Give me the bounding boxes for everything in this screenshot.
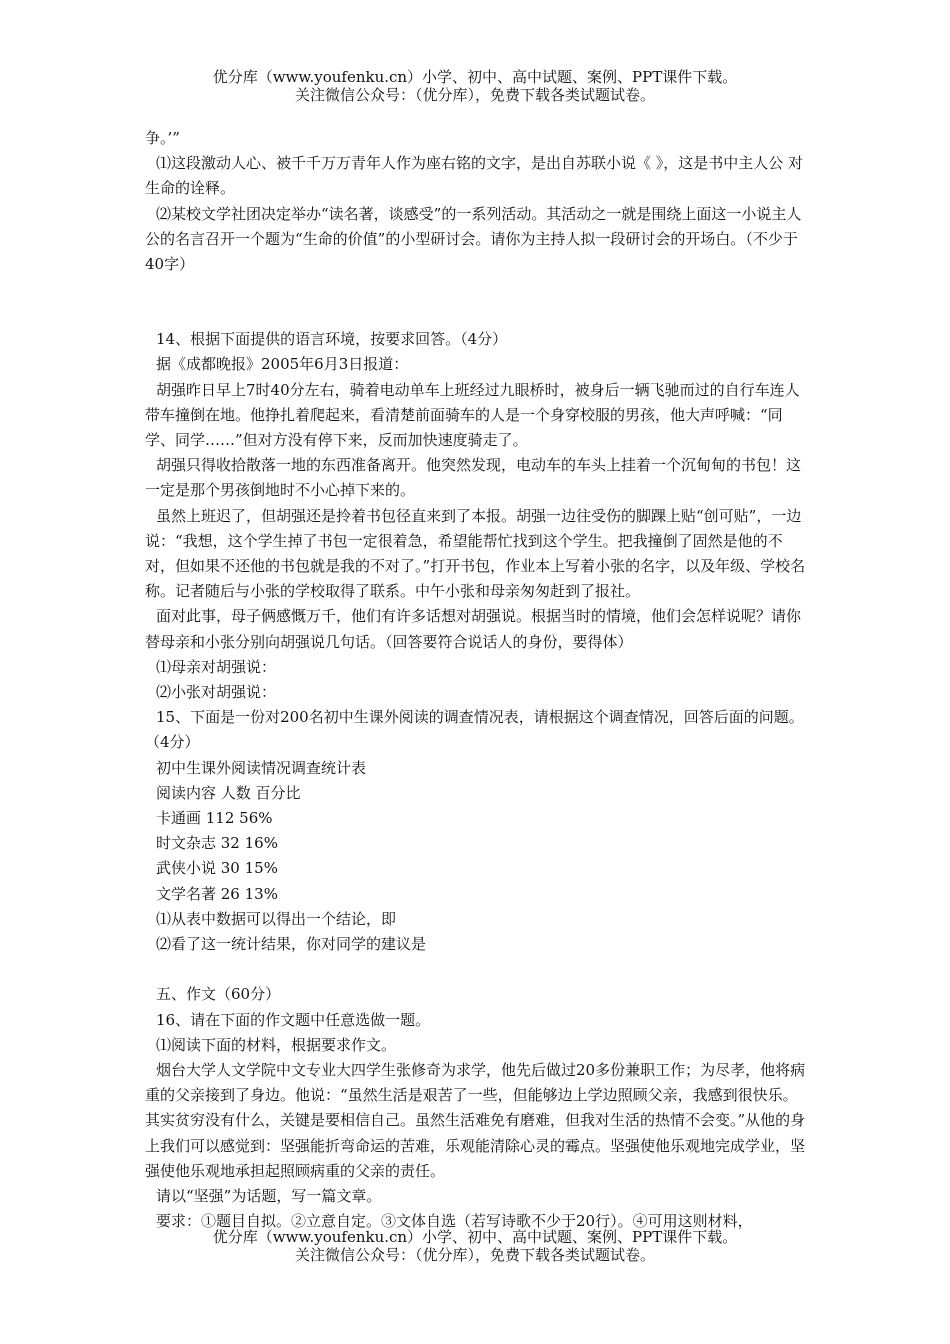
q16-material: 烟台大学人文学院中文专业大四学生张修奇为求学，他先后做过20多份兼职工作；为尽孝，他将病重的父亲接到了身边。他说：“虽然生活是艰苦了一些，但能够边上学边照顾父亲，我感到很快乐。其实贫穷没有什么，关键是要相信自己。虽然生活难免有磨难，但我对生活的热情不会变。”从他的身上我们可以感觉到：坚强能折弯命运的苦难，乐观能清除心灵的霉点。坚强使他乐观地完成学业，坚强使他乐观地承担起照顾病重的父亲的责任。 [145, 1060, 806, 1180]
q16-requirements: 要求：①题目自拟。②立意自定。③文体自选（若写诗歌不少于20行）。④可用这则材料， [156, 1212, 753, 1231]
q16-title: 16、请在下面的作文题中任意选做一题。 [156, 1010, 431, 1029]
q14-para-3: 虽然上班迟了，但胡强还是拎着书包径直来到了本报。胡强一边往受伤的脚踝上贴“创可贴”，一边说：“我想，这个学生掉了书包一定很着急，希望能帮忙找到这个学生。把我撞倒了固然是他的不对，但如果不还他的书包就是我的不对了。”打开书包，作业本上写着小张的名字，以及年级、学校名称。记者随后与小张的学校取得了联系。中午小张和母亲匆匆赶到了报社。 [145, 506, 806, 601]
q13-tail: 争。’” [145, 129, 180, 147]
q14-para-2: 胡强只得收拾散落一地的东西准备离开。他突然发现，电动车的车头上挂着一个沉甸甸的书包！这一定是那个男孩倒地时不小心掉下来的。 [145, 456, 802, 500]
header-line-2: 关注微信公众号：（优分库），免费下载各类试题试卷。 [294, 86, 655, 104]
q14-source: 据《成都晚报》2005年6月3日报道： [156, 355, 409, 374]
spacer [145, 957, 810, 982]
header-line-1: 优分库（www.youfenku.cn）小学、初中、高中试题、案例、PPT课件下载。 [212, 68, 738, 86]
q15-table-header: 阅读内容 人数 百分比 [156, 783, 301, 802]
q15-sub2: ⑵看了这一统计结果，你对同学的建议是 [156, 935, 427, 954]
q13-sub2: ⑵某校文学社团决定举办“读名著，谈感受”的一系列活动。其活动之一就是围绕上面这一小说主人公的名言召开一个题为“生命的价值”的小型研讨会。请你为主持人拟一段研讨会的开场白。（不少于40字） [145, 204, 802, 274]
page-footer [0, 1228, 950, 1264]
q15-table-row: 文学名著 26 13% [156, 884, 278, 903]
q15-table-row: 卡通画 112 56% [156, 809, 273, 828]
q14-sub1: ⑴母亲对胡强说： [156, 657, 277, 676]
q15-table-row: 武侠小说 30 15% [156, 859, 278, 878]
q15-sub1: ⑴从表中数据可以得出一个结论，即 [156, 909, 397, 928]
q14-title: 14、根据下面提供的语言环境，按要求回答。（4分） [156, 330, 508, 349]
q15-title: 15、下面是一份对200名初中生课外阅读的调查情况表，请根据这个调查情况，回答后面的问题。（4分） [145, 708, 804, 752]
q14-para-1: 胡强昨日早上7时40分左右，骑着电动单车上班经过九眼桥时，被身后一辆飞驰而过的自行车连人带车撞倒在地。他挣扎着爬起来，看清楚前面骑车的人是一个身穿校服的男孩，他大声呼喊：“同学、同学……”但对方没有停下来，反而加快速度骑走了。 [145, 380, 800, 450]
page-header [0, 68, 950, 104]
q13-sub1: ⑴这段激动人心、被千千万万青年人作为座右铭的文字，是出自苏联小说《 》，这是书中主人公 对生命的诠释。 [145, 154, 804, 198]
q14-para-4: 面对此事，母子俩感慨万千，他们有许多话想对胡强说。根据当时的情境，他们会怎样说呢？请你替母亲和小张分别向胡强说几句话。（回答要符合说话人的身份，要得体） [145, 607, 802, 651]
document-body [145, 126, 810, 1234]
q16-topic: 请以“坚强”为话题，写一篇文章。 [156, 1186, 382, 1205]
q15-table-title: 初中生课外阅读情况调查统计表 [156, 758, 367, 777]
footer-line-2: 关注微信公众号：（优分库），免费下载各类试题试卷。 [294, 1246, 655, 1264]
q14-sub2: ⑵小张对胡强说： [156, 683, 277, 702]
spacer [145, 277, 810, 327]
section5-title: 五、作文（60分） [156, 985, 281, 1004]
q16-sub1: ⑴阅读下面的材料，根据要求作文。 [156, 1035, 397, 1054]
q15-table-row: 时文杂志 32 16% [156, 834, 278, 853]
footer-line-1: 优分库（www.youfenku.cn）小学、初中、高中试题、案例、PPT课件下载。 [212, 1228, 738, 1246]
